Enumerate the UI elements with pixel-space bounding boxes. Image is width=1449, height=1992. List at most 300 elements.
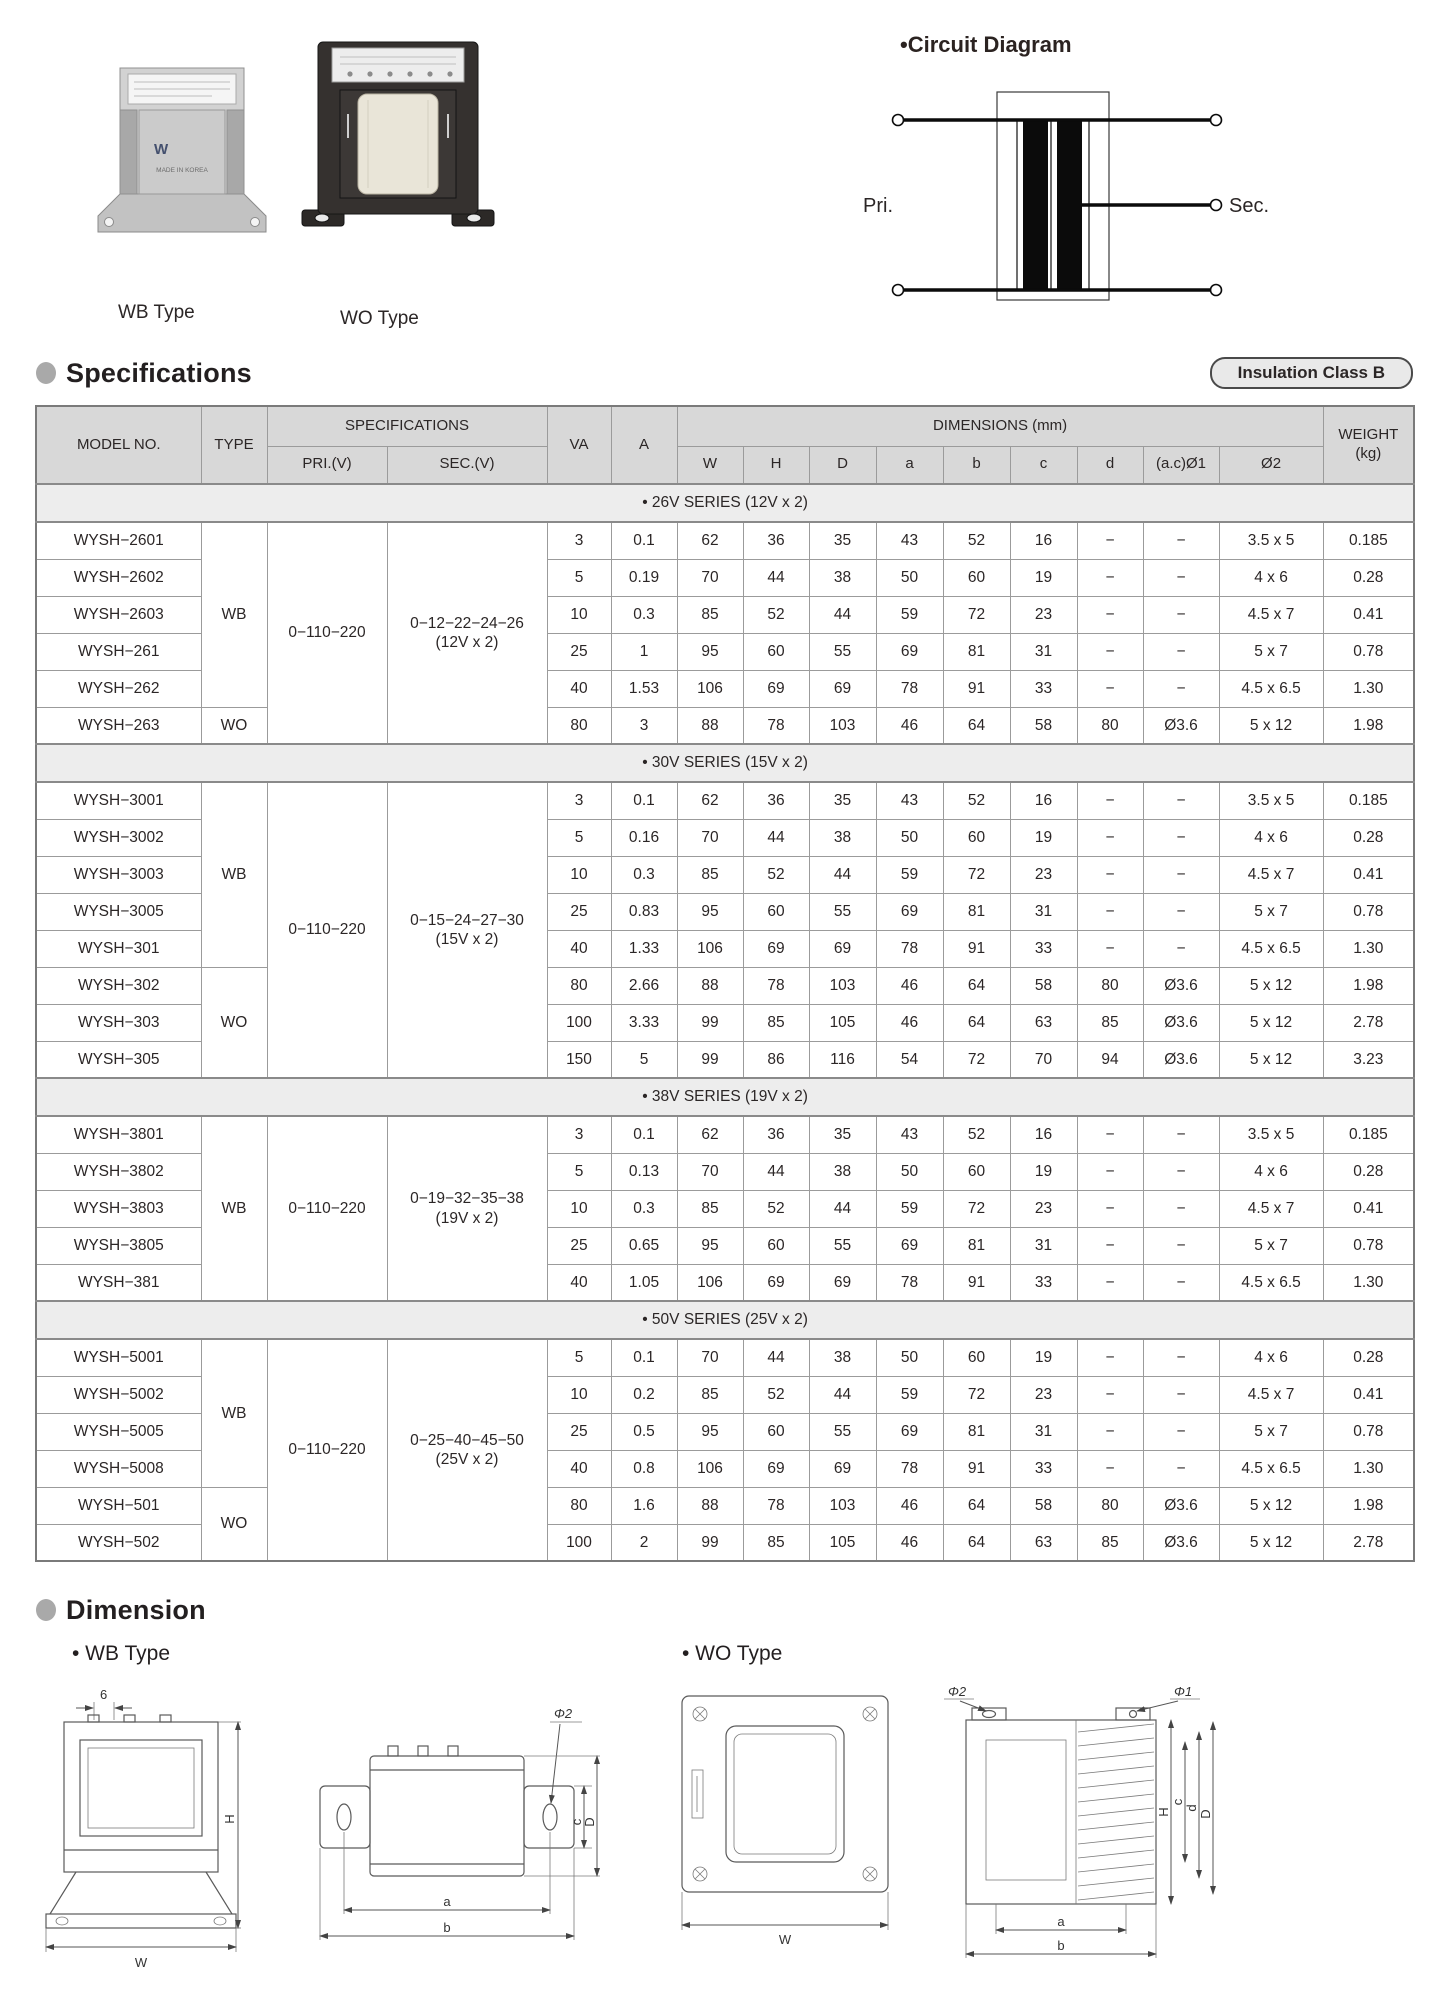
col-w: W [677, 446, 743, 484]
dim-cell: − [1143, 930, 1219, 967]
weight-cell: 3.23 [1323, 1041, 1414, 1078]
dim-cell: 69 [809, 1450, 876, 1487]
va-cell: 3 [547, 1116, 611, 1153]
dim-cell: 78 [743, 967, 809, 1004]
dim-cell: 58 [1010, 967, 1077, 1004]
dim-cell: − [1143, 1264, 1219, 1301]
dim-cell: 33 [1010, 670, 1077, 707]
spec-row [36, 522, 1414, 559]
dim-cell: − [1077, 633, 1143, 670]
type-cell: WB [201, 1116, 267, 1301]
dim-cell: 50 [876, 559, 943, 596]
va-cell: 40 [547, 1264, 611, 1301]
section-bullet-icon [36, 1599, 56, 1621]
spec-row [36, 1487, 1414, 1524]
col-dim-a: a [876, 446, 943, 484]
col-weight [1323, 406, 1414, 484]
dim-label-D: D [1198, 1809, 1213, 1819]
weight-cell: 0.41 [1323, 1376, 1414, 1413]
dim-cell: 52 [943, 1116, 1010, 1153]
dim-label-h: H [222, 1814, 237, 1824]
type-cell: WB [201, 522, 267, 707]
specifications-table [35, 405, 1415, 1562]
dim-cell: 85 [743, 1004, 809, 1041]
dim-cell: − [1077, 559, 1143, 596]
amp-cell: 1 [611, 633, 677, 670]
dim-cell: − [1077, 1116, 1143, 1153]
dim-cell: 60 [743, 1413, 809, 1450]
va-cell: 5 [547, 559, 611, 596]
col-dim-d: d [1077, 446, 1143, 484]
weight-cell: 0.28 [1323, 559, 1414, 596]
col-dimensions: DIMENSIONS (mm) [677, 406, 1323, 446]
dim-cell: − [1077, 782, 1143, 819]
dim-cell: 106 [677, 1264, 743, 1301]
amp-cell: 0.19 [611, 559, 677, 596]
weight-cell: 0.185 [1323, 782, 1414, 819]
va-cell: 3 [547, 782, 611, 819]
weight-cell: 1.98 [1323, 1487, 1414, 1524]
dim-cell: 69 [743, 1264, 809, 1301]
dim-cell: 81 [943, 1227, 1010, 1264]
dim-cell: − [1143, 559, 1219, 596]
dim-cell: 23 [1010, 1376, 1077, 1413]
circuit-diagram-title: •Circuit Diagram [900, 32, 1072, 57]
dim-cell: 44 [809, 596, 876, 633]
weight-cell: 0.185 [1323, 522, 1414, 559]
model-cell: WYSH−303 [36, 1004, 201, 1041]
dim-cell: 33 [1010, 1450, 1077, 1487]
dim-cell: 81 [943, 1413, 1010, 1450]
dim-cell: Ø3.6 [1143, 967, 1219, 1004]
model-cell: WYSH−501 [36, 1487, 201, 1524]
dim-cell: − [1143, 1413, 1219, 1450]
va-cell: 5 [547, 819, 611, 856]
dim-cell: 55 [809, 1413, 876, 1450]
dim-cell: 19 [1010, 1339, 1077, 1376]
weight-cell: 0.185 [1323, 1116, 1414, 1153]
dim-cell: 52 [743, 1190, 809, 1227]
va-cell: 25 [547, 1413, 611, 1450]
dimension-header [36, 1588, 1413, 1632]
dim-cell: − [1077, 522, 1143, 559]
dim-cell: − [1143, 1116, 1219, 1153]
spec-row [36, 1339, 1414, 1376]
dim-cell: 3.5 x 5 [1219, 782, 1323, 819]
dim-cell: − [1143, 856, 1219, 893]
dim-cell: 91 [943, 670, 1010, 707]
amp-cell: 0.3 [611, 1190, 677, 1227]
series-title: • 38V SERIES (19V x 2) [36, 1078, 1414, 1116]
weight-cell: 0.28 [1323, 819, 1414, 856]
dim-cell: 44 [809, 1376, 876, 1413]
dim-cell: 23 [1010, 856, 1077, 893]
dim-cell: 5 x 12 [1219, 1004, 1323, 1041]
va-cell: 80 [547, 1487, 611, 1524]
weight-cell: 0.78 [1323, 893, 1414, 930]
amp-cell: 3 [611, 707, 677, 744]
dim-cell: 23 [1010, 1190, 1077, 1227]
model-cell: WYSH−2603 [36, 596, 201, 633]
model-cell: WYSH−3803 [36, 1190, 201, 1227]
dim-cell: 46 [876, 967, 943, 1004]
dim-cell: 69 [809, 930, 876, 967]
dim-cell: 38 [809, 819, 876, 856]
amp-cell: 1.53 [611, 670, 677, 707]
col-pri: PRI.(V) [267, 446, 387, 484]
dim-cell: 4.5 x 6.5 [1219, 930, 1323, 967]
dim-cell: 52 [943, 782, 1010, 819]
dim-cell: 43 [876, 782, 943, 819]
section-bullet-icon [36, 362, 56, 384]
dim-cell: 91 [943, 1264, 1010, 1301]
va-cell: 150 [547, 1041, 611, 1078]
dim-cell: 38 [809, 559, 876, 596]
dim-cell: − [1143, 1450, 1219, 1487]
dim-cell: 55 [809, 633, 876, 670]
dim-cell: 105 [809, 1524, 876, 1561]
dim-cell: − [1143, 1227, 1219, 1264]
dim-cell: 5 x 7 [1219, 1413, 1323, 1450]
dim-cell: 72 [943, 1190, 1010, 1227]
sec-cell: 0−25−40−45−50 (25V x 2) [387, 1339, 547, 1561]
dim-label-b: b [443, 1920, 451, 1935]
dim-cell: 81 [943, 633, 1010, 670]
dim-cell: 4.5 x 6.5 [1219, 670, 1323, 707]
spec-row [36, 782, 1414, 819]
va-cell: 10 [547, 856, 611, 893]
sec-cell: 0−19−32−35−38 (19V x 2) [387, 1116, 547, 1301]
dim-cell: 44 [809, 856, 876, 893]
dim-cell: 80 [1077, 1487, 1143, 1524]
dim-cell: 69 [876, 633, 943, 670]
amp-cell: 0.13 [611, 1153, 677, 1190]
dim-cell: 46 [876, 707, 943, 744]
va-cell: 80 [547, 967, 611, 1004]
dim-cell: 4.5 x 7 [1219, 856, 1323, 893]
dim-cell: 64 [943, 707, 1010, 744]
dim-cell: 63 [1010, 1004, 1077, 1041]
dim-cell: 88 [677, 1487, 743, 1524]
dim-cell: 64 [943, 1487, 1010, 1524]
dimension-drawings [0, 1682, 1449, 1992]
amp-cell: 1.6 [611, 1487, 677, 1524]
col-phi2: Ø2 [1219, 446, 1323, 484]
amp-cell: 1.33 [611, 930, 677, 967]
dim-cell: 46 [876, 1524, 943, 1561]
amp-cell: 0.83 [611, 893, 677, 930]
dim-label-D: D [582, 1817, 597, 1827]
col-h: H [743, 446, 809, 484]
series-title-row [36, 484, 1414, 522]
dim-cell: 95 [677, 1227, 743, 1264]
weight-cell: 0.28 [1323, 1153, 1414, 1190]
dim-cell: 44 [743, 1339, 809, 1376]
dim-cell: 35 [809, 782, 876, 819]
dim-cell: 35 [809, 522, 876, 559]
top-section [0, 0, 1449, 345]
amp-cell: 0.1 [611, 782, 677, 819]
dim-cell: 70 [677, 819, 743, 856]
dim-cell: 44 [743, 559, 809, 596]
amp-cell: 0.3 [611, 856, 677, 893]
dim-label-w: W [778, 1932, 792, 1947]
model-cell: WYSH−3001 [36, 782, 201, 819]
model-cell: WYSH−3802 [36, 1153, 201, 1190]
circuit-diagram [845, 78, 1275, 323]
wb-photo-label: WB Type [118, 302, 195, 323]
dim-cell: 85 [677, 596, 743, 633]
dim-cell: 58 [1010, 1487, 1077, 1524]
dim-cell: 44 [809, 1190, 876, 1227]
dim-cell: 46 [876, 1487, 943, 1524]
pri-cell: 0−110−220 [267, 782, 387, 1078]
pri-cell: 0−110−220 [267, 1339, 387, 1561]
dim-cell: 105 [809, 1004, 876, 1041]
dim-cell: − [1077, 1190, 1143, 1227]
dim-cell: − [1077, 1376, 1143, 1413]
dim-cell: Ø3.6 [1143, 1524, 1219, 1561]
wb-front-drawing [36, 1682, 246, 1977]
amp-cell: 5 [611, 1041, 677, 1078]
va-cell: 40 [547, 670, 611, 707]
dim-cell: 36 [743, 782, 809, 819]
pri-cell: 0−110−220 [267, 522, 387, 744]
dim-cell: 60 [943, 559, 1010, 596]
va-cell: 40 [547, 930, 611, 967]
series-title: • 30V SERIES (15V x 2) [36, 744, 1414, 782]
dim-cell: 5 x 7 [1219, 893, 1323, 930]
weight-cell: 0.41 [1323, 856, 1414, 893]
dim-cell: 69 [809, 1264, 876, 1301]
dim-cell: 64 [943, 1004, 1010, 1041]
weight-cell: 0.78 [1323, 1413, 1414, 1450]
dim-cell: 4 x 6 [1219, 559, 1323, 596]
dim-cell: 69 [876, 1413, 943, 1450]
model-cell: WYSH−3003 [36, 856, 201, 893]
dim-label-c: c [569, 1818, 584, 1826]
type-cell: WO [201, 1487, 267, 1561]
dim-cell: 85 [1077, 1524, 1143, 1561]
dim-label-phi2: Φ2 [554, 1706, 573, 1721]
dim-cell: − [1077, 1413, 1143, 1450]
dim-label-phi2: Φ2 [948, 1684, 967, 1699]
series-title: • 50V SERIES (25V x 2) [36, 1301, 1414, 1339]
weight-cell: 1.30 [1323, 670, 1414, 707]
va-cell: 80 [547, 707, 611, 744]
dim-cell: 4.5 x 7 [1219, 1190, 1323, 1227]
dim-cell: 36 [743, 1116, 809, 1153]
col-dim-c: c [1010, 446, 1077, 484]
wo-side-drawing [926, 1682, 1228, 1977]
dim-cell: − [1077, 1227, 1143, 1264]
va-cell: 10 [547, 1376, 611, 1413]
dim-cell: 60 [743, 633, 809, 670]
dim-label-d: d [1184, 1804, 1199, 1812]
model-cell: WYSH−381 [36, 1264, 201, 1301]
va-cell: 5 [547, 1339, 611, 1376]
dim-cell: 99 [677, 1041, 743, 1078]
dim-cell: 95 [677, 1413, 743, 1450]
dim-cell: Ø3.6 [1143, 707, 1219, 744]
model-cell: WYSH−3002 [36, 819, 201, 856]
series-title-row [36, 1301, 1414, 1339]
model-cell: WYSH−263 [36, 707, 201, 744]
model-cell: WYSH−262 [36, 670, 201, 707]
weight-cell: 0.78 [1323, 1227, 1414, 1264]
dim-cell: 59 [876, 1376, 943, 1413]
series-title-row [36, 1078, 1414, 1116]
wo-photo-label: WO Type [340, 308, 419, 329]
sec-cell: 0−15−24−27−30 (15V x 2) [387, 782, 547, 1078]
dim-cell: 4 x 6 [1219, 1153, 1323, 1190]
amp-cell: 2 [611, 1524, 677, 1561]
dim-cell: 70 [1010, 1041, 1077, 1078]
dim-cell: − [1077, 670, 1143, 707]
series-title: • 26V SERIES (12V x 2) [36, 484, 1414, 522]
dim-cell: 5 x 7 [1219, 633, 1323, 670]
col-weight-line2: (kg) [1355, 445, 1382, 462]
dim-cell: 103 [809, 967, 876, 1004]
dim-cell: 86 [743, 1041, 809, 1078]
dim-cell: 31 [1010, 1413, 1077, 1450]
model-cell: WYSH−3005 [36, 893, 201, 930]
model-cell: WYSH−261 [36, 633, 201, 670]
dimension-title: Dimension [66, 1594, 206, 1625]
dim-cell: 4 x 6 [1219, 1339, 1323, 1376]
dim-cell: 31 [1010, 1227, 1077, 1264]
dim-cell: 60 [943, 1153, 1010, 1190]
dim-cell: 70 [677, 1339, 743, 1376]
dim-cell: 103 [809, 707, 876, 744]
specifications-title: Specifications [66, 357, 252, 388]
dim-cell: − [1143, 670, 1219, 707]
model-cell: WYSH−5001 [36, 1339, 201, 1376]
dim-cell: − [1077, 596, 1143, 633]
dim-cell: 43 [876, 522, 943, 559]
amp-cell: 3.33 [611, 1004, 677, 1041]
weight-cell: 0.28 [1323, 1339, 1414, 1376]
dim-cell: 70 [677, 559, 743, 596]
dim-cell: 62 [677, 782, 743, 819]
dim-label-a: a [1057, 1914, 1065, 1929]
col-sec: SEC.(V) [387, 446, 547, 484]
dim-cell: 23 [1010, 596, 1077, 633]
dim-cell: − [1077, 1264, 1143, 1301]
dim-cell: 60 [943, 1339, 1010, 1376]
dim-cell: 88 [677, 707, 743, 744]
dim-cell: Ø3.6 [1143, 1487, 1219, 1524]
dim-cell: 4.5 x 7 [1219, 1376, 1323, 1413]
dim-cell: 60 [943, 819, 1010, 856]
weight-cell: 2.78 [1323, 1004, 1414, 1041]
weight-cell: 0.78 [1323, 633, 1414, 670]
dim-cell: − [1143, 633, 1219, 670]
dim-cell: 69 [743, 1450, 809, 1487]
dim-cell: 78 [876, 1450, 943, 1487]
dim-cell: 43 [876, 1116, 943, 1153]
dim-cell: 85 [677, 1376, 743, 1413]
dim-cell: − [1143, 893, 1219, 930]
col-a: A [611, 406, 677, 484]
dim-cell: 5 x 12 [1219, 707, 1323, 744]
dim-label-phi1: Φ1 [1174, 1684, 1193, 1699]
dim-cell: − [1077, 930, 1143, 967]
dim-cell: 69 [876, 893, 943, 930]
circuit-pri-label: Pri. [863, 195, 893, 217]
type-cell: WO [201, 707, 267, 744]
dim-cell: 31 [1010, 893, 1077, 930]
amp-cell: 1.05 [611, 1264, 677, 1301]
dim-cell: 69 [743, 670, 809, 707]
weight-cell: 0.41 [1323, 596, 1414, 633]
circuit-sec-label: Sec. [1229, 195, 1270, 217]
dim-cell: 33 [1010, 930, 1077, 967]
dim-cell: 72 [943, 596, 1010, 633]
col-dim-b: b [943, 446, 1010, 484]
spec-row [36, 707, 1414, 744]
dim-cell: 19 [1010, 559, 1077, 596]
dim-cell: 64 [943, 1524, 1010, 1561]
model-cell: WYSH−301 [36, 930, 201, 967]
dim-cell: 50 [876, 1339, 943, 1376]
dim-cell: 58 [1010, 707, 1077, 744]
dim-cell: 78 [743, 707, 809, 744]
dim-cell: 70 [677, 1153, 743, 1190]
amp-cell: 0.16 [611, 819, 677, 856]
wo-front-drawing [668, 1682, 903, 1952]
dim-cell: 72 [943, 856, 1010, 893]
weight-cell: 1.30 [1323, 1450, 1414, 1487]
dim-cell: 60 [743, 893, 809, 930]
dim-cell: 80 [1077, 967, 1143, 1004]
col-phi1: (a.c)Ø1 [1143, 446, 1219, 484]
col-model: MODEL NO. [36, 406, 201, 484]
va-cell: 10 [547, 1190, 611, 1227]
va-cell: 10 [547, 596, 611, 633]
dim-cell: 94 [1077, 1041, 1143, 1078]
model-cell: WYSH−5002 [36, 1376, 201, 1413]
va-cell: 3 [547, 522, 611, 559]
dim-cell: 85 [743, 1524, 809, 1561]
series-title-row [36, 744, 1414, 782]
dim-cell: 16 [1010, 522, 1077, 559]
dim-cell: 4.5 x 6.5 [1219, 1264, 1323, 1301]
dim-cell: 19 [1010, 819, 1077, 856]
dim-cell: 62 [677, 1116, 743, 1153]
dim-cell: 78 [876, 670, 943, 707]
dim-cell: 4 x 6 [1219, 819, 1323, 856]
dim-cell: − [1143, 1339, 1219, 1376]
dim-label-h: H [1156, 1807, 1171, 1817]
dim-cell: 78 [743, 1487, 809, 1524]
dim-cell: 55 [809, 1227, 876, 1264]
dim-cell: 16 [1010, 782, 1077, 819]
dim-cell: 4.5 x 7 [1219, 596, 1323, 633]
wb-logo-mark: W [154, 141, 169, 158]
dim-cell: 5 x 7 [1219, 1227, 1323, 1264]
dim-cell: 55 [809, 893, 876, 930]
dim-label-c: c [1170, 1798, 1185, 1806]
dim-cell: 85 [1077, 1004, 1143, 1041]
amp-cell: 0.3 [611, 596, 677, 633]
va-cell: 5 [547, 1153, 611, 1190]
insulation-class-badge: Insulation Class B [1210, 357, 1413, 389]
dim-cell: 69 [743, 930, 809, 967]
amp-cell: 2.66 [611, 967, 677, 1004]
dim-cell: 5 x 12 [1219, 1041, 1323, 1078]
dim-label-a: a [443, 1894, 451, 1909]
